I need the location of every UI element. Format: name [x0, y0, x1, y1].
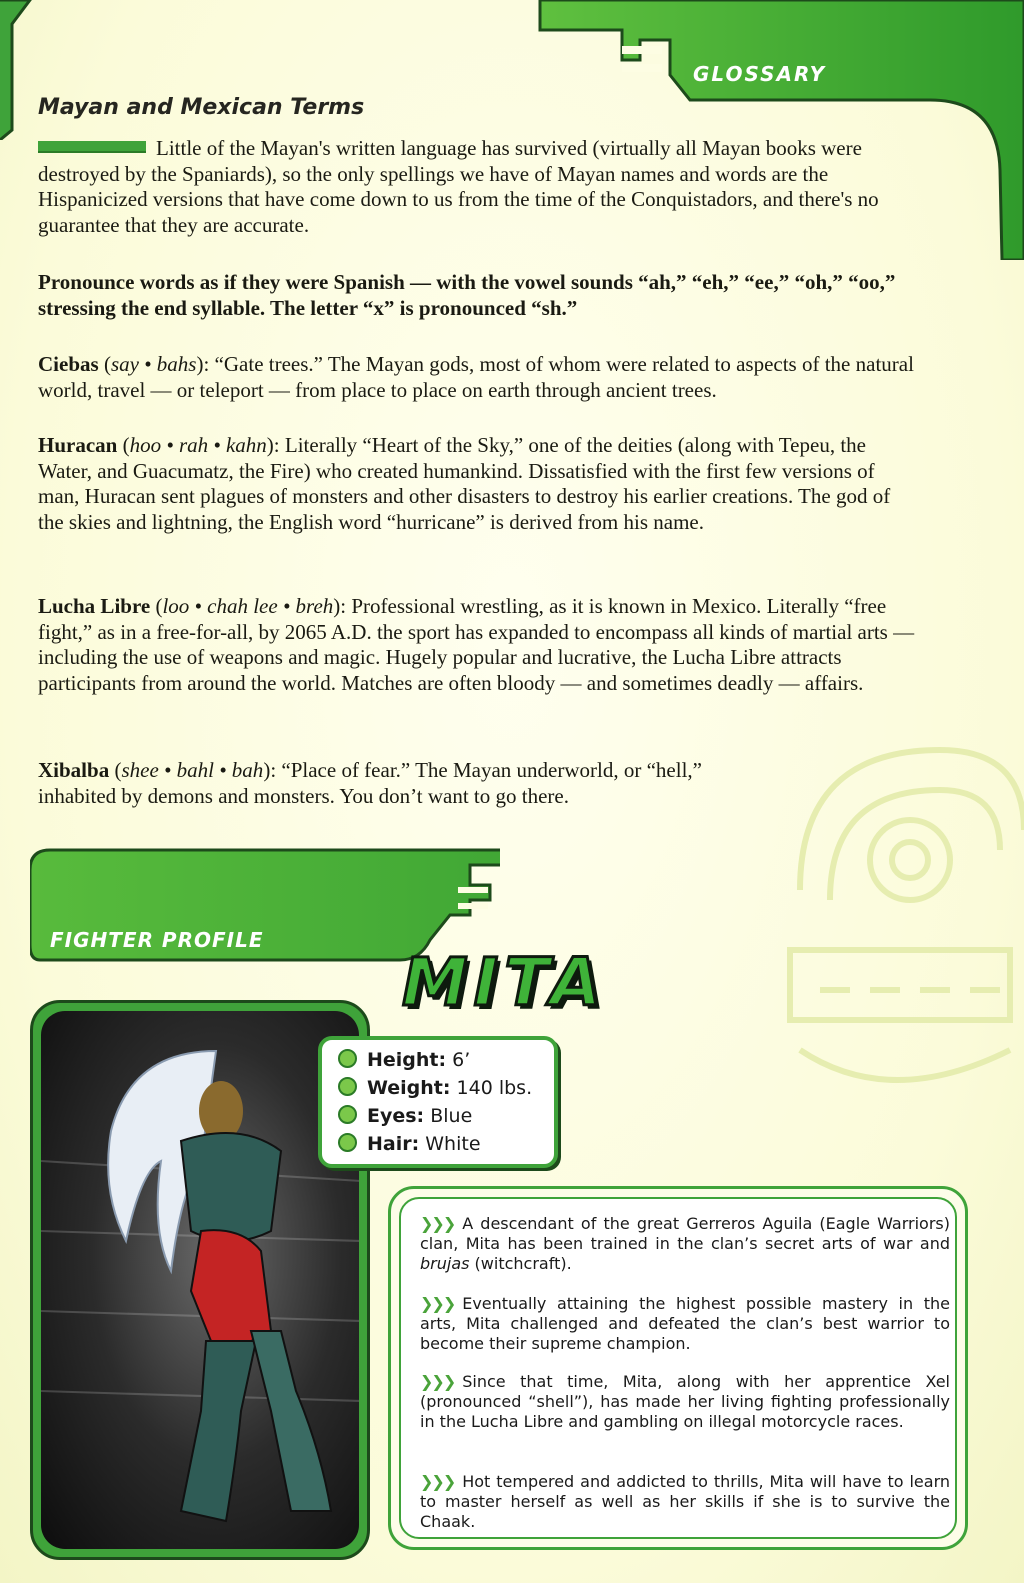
entry-term: Lucha Libre: [38, 594, 151, 618]
bullet-icon: [338, 1049, 357, 1068]
stat-label: Eyes:: [367, 1105, 425, 1127]
bullet-icon: [338, 1105, 357, 1124]
stat-label: Hair:: [367, 1133, 420, 1155]
triple-arrow-icon: ❯❯❯: [420, 1472, 455, 1491]
entry-pronunciation: hoo • rah • kahn: [129, 433, 267, 457]
triple-arrow-icon: ❯❯❯: [420, 1214, 455, 1233]
glossary-label: GLOSSARY: [693, 62, 827, 86]
fighter-illustration: [41, 1011, 359, 1549]
bio-paragraph: [420, 1294, 950, 1354]
bio-paragraph: [420, 1214, 950, 1274]
stat-label: Height:: [367, 1049, 447, 1071]
stat-hair: [338, 1133, 481, 1161]
entry-definition: : “Place of fear.” The Mayan underworld, or “hell,” inhabited by demons and monsters. You don’t want to go there.: [38, 758, 702, 808]
stat-eyes: [338, 1105, 472, 1133]
entry-definition: : Literally “Heart of the Sky,” one of the deities (along with Tepeu, the Water, and Guacumatz, the Fire) who created humankind. Dissatisfied with the first few versions of man, Huracan sent plagues of monsters and other disasters to destroy his earlier creations. The god of the skies and lightning, the English word “hurricane” is derived from his name.: [38, 433, 891, 534]
pronounce-paragraph: Pronounce words as if they were Spanish — with the vowel sounds “ah,” “eh,” “ee,” “oh,” “oo,” stressing the end syllable. The letter “x” is pronounced “sh.”: [38, 270, 896, 320]
entry-definition: : “Gate trees.” The Mayan gods, most of whom were related to aspects of the natural world, travel — or teleport — from place to place on earth through ancient trees.: [38, 352, 914, 402]
entry-pronunciation: loo • chah lee • breh: [162, 594, 334, 618]
bullet-icon: [338, 1133, 357, 1152]
corner-tab-decoration: [0, 0, 40, 140]
stat-label: Weight:: [367, 1077, 451, 1099]
stat-weight: [338, 1077, 532, 1105]
section-title: Mayan and Mexican Terms: [38, 95, 365, 120]
mayan-glyph-decoration: [760, 690, 1024, 1130]
bio-text: Since that time, Mita, along with her apprentice Xel (pronounced “shell”), has made her living fighting professionally in the Lucha Libre and gambling on illegal motorcycle races.: [420, 1372, 950, 1431]
entry-term: Ciebas: [38, 352, 99, 376]
bio-italic-term: brujas: [420, 1254, 470, 1273]
entry-pronunciation: shee • bahl • bah: [121, 758, 264, 782]
intro-paragraph: Little of the Mayan's written language has survived (virtually all Mayan books were destroyed by the Spaniards), so the only spellings we have of Mayan names and words are the Hispanicized versions that have come down to us from the time of the Conquistadors, and there's no guarantee that they are accurate.: [38, 136, 879, 237]
bio-text: Hot tempered and addicted to thrills, Mita will have to learn to master herself as well as her skills if she is to survive the Chaak.: [420, 1472, 950, 1531]
bio-text: (witchcraft).: [469, 1254, 572, 1273]
bio-paragraph: [420, 1472, 950, 1532]
stat-value: Blue: [424, 1105, 473, 1127]
stat-height: [338, 1049, 470, 1077]
fighter-name: MITA: [402, 944, 608, 1021]
entry-pronunciation: say • bahs: [110, 352, 197, 376]
stat-value: 140 lbs.: [450, 1077, 533, 1099]
bio-paragraph: [420, 1372, 950, 1432]
bullet-icon: [338, 1077, 357, 1096]
bio-text: A descendant of the great Gerreros Aguila (Eagle Warriors) clan, Mita has been trained in the clan’s secret arts of war and: [420, 1214, 950, 1253]
glossary-entry: Ciebas (say • bahs): “Gate trees.” The Mayan gods, most of whom were related to aspects of the natural world, travel — or teleport — from place to place on earth through ancient trees.: [38, 352, 914, 402]
triple-arrow-icon: ❯❯❯: [420, 1294, 455, 1313]
entry-term: Xibalba: [38, 758, 110, 782]
bio-text: Eventually attaining the highest possible mastery in the arts, Mita challenged and defeated the clan’s best warrior to become their supreme champion.: [420, 1294, 950, 1353]
entry-term: Huracan: [38, 433, 118, 457]
glossary-entry: Xibalba (shee • bahl • bah): “Place of fear.” The Mayan underworld, or “hell,” inhabited by demons and monsters. You don’t want to go there.: [38, 758, 702, 808]
entry-definition: : Professional wrestling, as it is known in Mexico. Literally “free fight,” as in a free-for-all, by 2065 A.D. the sport has expanded to encompass all kinds of martial arts — including the use of weapons and magic. Hugely popular and lucrative, the Lucha Libre attracts participants from around the world. Matches are often bloody — and sometimes deadly — affairs.: [38, 594, 915, 695]
fighter-portrait: [41, 1011, 359, 1549]
glossary-entry: Huracan (hoo • rah • kahn): Literally “Heart of the Sky,” one of the deities (along with Tepeu, the Water, and Guacumatz, the Fire) who created humankind. Dissatisfied with the first few versions of man, Huracan sent plagues of monsters and other disasters to destroy his earlier creations. The god of the skies and lightning, the English word “hurricane” is derived from his name.: [38, 433, 891, 534]
triple-arrow-icon: ❯❯❯: [420, 1372, 455, 1391]
glossary-entry: Lucha Libre (loo • chah lee • breh): Professional wrestling, as it is known in Mexico. Literally “free fight,” as in a free-for-all, by 2065 A.D. the sport has expanded to encompass all kinds of martial arts — including the use of weapons and magic. Hugely popular and lucrative, the Lucha Libre attracts participants from around the world. Matches are often bloody — and sometimes deadly — affairs.: [38, 594, 915, 695]
stat-value: 6’: [446, 1049, 471, 1071]
stat-value: White: [419, 1133, 481, 1155]
fighter-profile-label: FIGHTER PROFILE: [50, 928, 264, 952]
